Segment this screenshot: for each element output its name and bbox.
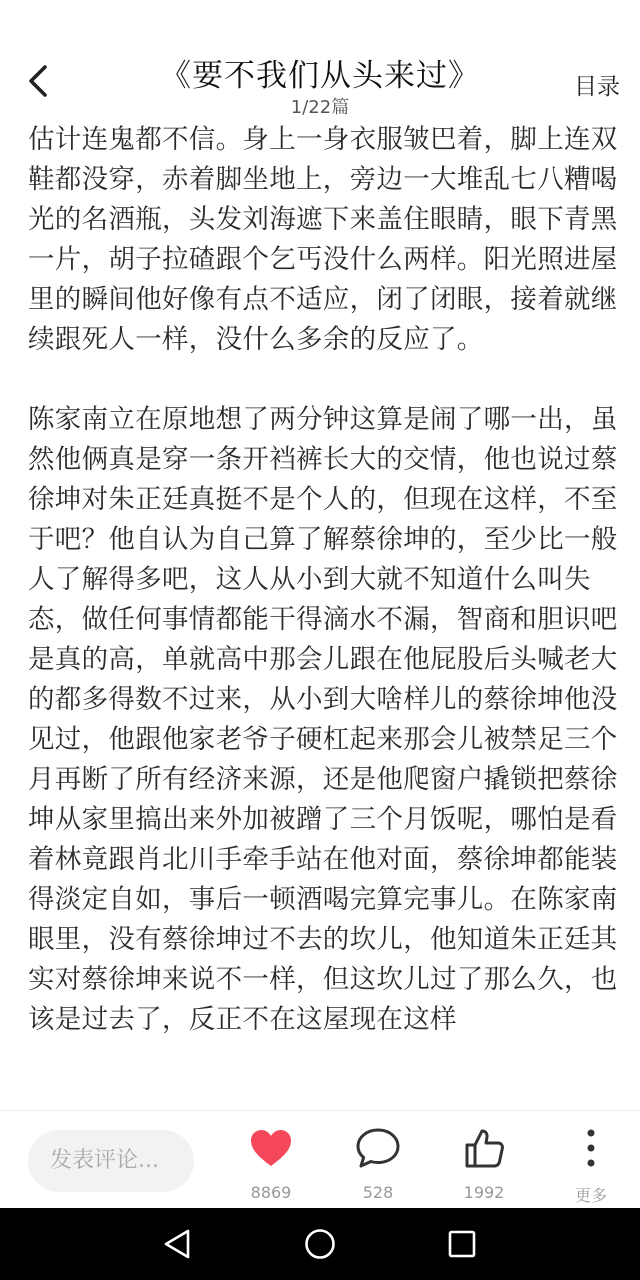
nav-home-button[interactable] <box>304 1228 336 1260</box>
reader-header <box>0 0 640 120</box>
comments-count: 528 <box>362 1183 394 1202</box>
triangle-back-icon <box>162 1228 192 1260</box>
vertical-dots-icon <box>586 1128 596 1168</box>
nav-back-button[interactable] <box>161 1228 193 1260</box>
bottom-action-bar <box>0 1110 640 1209</box>
article-paragraph: 陈家南立在原地想了两分钟这算是闹了哪一出，虽然他俩真是穿一条开裆裤长大的交情，他也说过蔡徐坤对朱正廷真挺不是个人的，但现在这样，不至于吧？他自认为自己算了解蔡徐坤的，至少比一般人了解得多吧，这人从小到大就不知道什么叫失态，做任何事情都能干得滴水不漏，智商和胆识吧是真的高，单就高中那会儿跟在他屁股后头喊老大的都多得数不过来，从小到大啥样儿的蔡徐坤他没见过，他跟他家老爷子硬杠起来那会儿被禁足三个月再断了所有经济来源，还是他爬窗户撬锁把蔡徐坤从家里搞出来外加被蹭了三个月饭呢，哪怕是看着林竟跟肖北川手牵手站在他对面，蔡徐坤都能装得淡定自如，事后一顿酒喝完算完事儿。在陈家南眼里，没有蔡徐坤过不去的坎儿，他知道朱正廷其实对蔡徐坤来说不一样，但这坎儿过了那么久，也该是过去了，反正不在这屋现在这样 <box>28 404 618 1035</box>
book-title: 《要不我们从头来过》 <box>160 58 480 94</box>
article-paragraph: 估计连鬼都不信。身上一身衣服皱巴着，脚上连双鞋都没穿，赤着脚坐地上，旁边一大堆乱七八糟喝光的名酒瓶，头发刘海遮下来盖住眼睛，眼下青黑一片，胡子拉碴跟个乞丐没什么两样。阳光照进屋里的瞬间他好像有点不适应，闭了闭眼，接着就继续跟死人一样，没什么多余的反应了。 <box>28 124 618 355</box>
speech-bubble-icon <box>355 1127 401 1169</box>
thumbs-up-count: 1992 <box>463 1183 505 1202</box>
paragraph-spacer <box>28 360 628 400</box>
table-of-contents-button[interactable]: 目录 <box>574 74 620 100</box>
nav-recents-button[interactable] <box>446 1228 478 1260</box>
article-body <box>28 120 628 1110</box>
comment-input[interactable]: 发表评论... <box>28 1130 194 1192</box>
system-navigation-bar <box>0 1208 640 1280</box>
square-recents-icon <box>447 1229 477 1259</box>
circle-home-icon <box>304 1228 336 1260</box>
like-button[interactable] <box>231 1123 311 1202</box>
comments-button[interactable] <box>338 1123 418 1202</box>
thumbs-up-icon <box>463 1127 505 1169</box>
heart-icon <box>249 1128 293 1168</box>
more-button[interactable] <box>551 1123 631 1206</box>
more-label: 更多 <box>574 1186 607 1205</box>
likes-count: 8869 <box>250 1183 292 1202</box>
chapter-indicator: 1/22篇 <box>290 97 350 118</box>
thumbs-up-button[interactable] <box>444 1123 524 1202</box>
